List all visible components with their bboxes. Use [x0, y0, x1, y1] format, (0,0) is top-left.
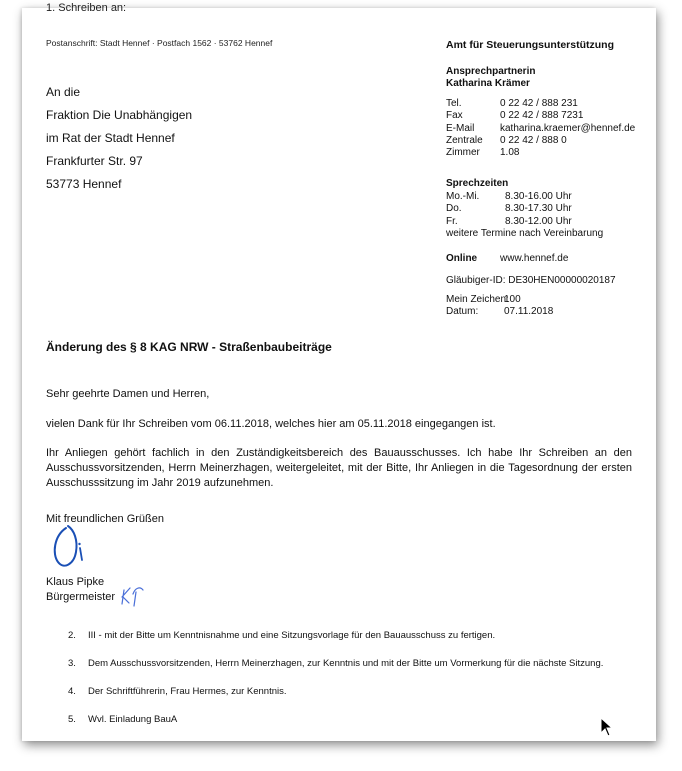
recipient-line: Fraktion Die Unabhängigen: [46, 108, 193, 122]
item-text: III - mit der Bitte um Kenntnisnahme und eine Sitzungsvorlage für den Bauausschuss zu fertigen.: [88, 630, 496, 641]
contact-value: 0 22 42 / 888 0: [500, 134, 567, 146]
contact-row: [446, 147, 635, 159]
reference-value: 100: [504, 294, 521, 305]
cut-off-header-text: 1. Schreiben an:: [46, 2, 127, 14]
item-number: 2.: [68, 630, 76, 641]
contact-details: [446, 98, 635, 159]
list-item: [68, 630, 495, 641]
handwritten-initials: [118, 582, 148, 608]
item-text: Wvl. Einladung BauA: [88, 714, 178, 725]
contact-person: [446, 66, 535, 90]
hours-note: weitere Termine nach Vereinbarung: [446, 227, 604, 239]
date-value: 07.11.2018: [504, 306, 554, 318]
contact-label: E-Mail: [446, 122, 475, 134]
contact-value: 0 22 42 / 888 7231: [500, 110, 584, 122]
hours-day: Do.: [446, 203, 462, 215]
recipient-line: 53773 Hennef: [46, 177, 122, 191]
contact-label: Zentrale: [446, 134, 483, 146]
salutation: Sehr geehrte Damen und Herren,: [46, 388, 210, 400]
list-item: [68, 714, 177, 725]
office-hours: [446, 191, 603, 240]
hours-day: Mo.-Mi.: [446, 191, 480, 202]
date-row: [446, 306, 553, 318]
recipient-line: Frankfurter Str. 97: [46, 154, 143, 168]
recipient-address: [46, 81, 192, 196]
hours-time: 8.30-17.30 Uhr: [505, 203, 572, 215]
paragraph-1: vielen Dank für Ihr Schreiben vom 06.11.2018, welches hier am 05.11.2018 eingegangen ist.: [46, 418, 496, 430]
item-number: 5.: [68, 714, 76, 725]
recipient-line: An die: [46, 85, 81, 99]
mouse-cursor-icon: [600, 717, 614, 737]
list-item: [68, 658, 603, 669]
contact-value: 1.08: [500, 147, 520, 159]
contact-name: Katharina Krämer: [446, 78, 530, 89]
sender-address-line: Postanschrift: Stadt Hennef · Postfach 1562 · 53762 Hennef: [46, 38, 273, 48]
closing: Mit freundlichen Grüßen: [46, 513, 164, 525]
contact-label: Zimmer: [446, 147, 480, 159]
email-value[interactable]: katharina.kraemer@hennef.de: [500, 122, 636, 134]
contact-label: Fax: [446, 110, 463, 122]
item-number: 4.: [68, 686, 76, 697]
signer-title: Bürgermeister: [46, 591, 116, 603]
contact-label: Tel.: [446, 98, 462, 109]
office-hours-title: Sprechzeiten: [446, 178, 509, 189]
recipient-line: im Rat der Stadt Hennef: [46, 131, 175, 145]
creditor-id: Gläubiger-ID: DE30HEN00000020187: [446, 275, 616, 286]
contact-row: [446, 98, 635, 110]
contact-row: [446, 135, 635, 147]
hours-row: [446, 216, 603, 228]
date-label: Datum:: [446, 306, 479, 318]
handwritten-signature: [44, 514, 124, 584]
item-text: Der Schriftführerin, Frau Hermes, zur Kenntnis.: [88, 686, 287, 697]
website-link[interactable]: www.hennef.de: [500, 253, 569, 264]
signer-block: [46, 575, 115, 605]
hours-row: [446, 191, 603, 203]
hours-time: 8.30-16.00 Uhr: [505, 191, 572, 202]
reference-label: Mein Zeichen:: [446, 294, 509, 305]
hours-day: Fr.: [446, 215, 458, 227]
department-name: Amt für Steuerungsunterstützung: [446, 39, 614, 51]
reference-row: [446, 294, 553, 306]
paragraph-2: Ihr Anliegen gehört fachlich in den Zuständigkeitsbereich des Bauausschusses. Ich habe Ihr Schreiben an den Ausschussvorsitzenden, Herrn Meinerzhagen, weitergeleitet, mit der Bitte, Ihr Anliegen in die Tagesordnung der ersten Ausschusssitzung im Jahr 2019 aufzunehmen.: [46, 447, 632, 489]
letter-page: [22, 2, 656, 741]
online-label: Online: [446, 253, 478, 264]
contact-title: Ansprechpartnerin: [446, 66, 536, 77]
item-number: 3.: [68, 658, 76, 669]
contact-value: 0 22 42 / 888 231: [500, 98, 578, 109]
reference-block: [446, 294, 553, 319]
list-item: [68, 686, 287, 697]
signer-name: Klaus Pipke: [46, 576, 105, 588]
contact-row: [446, 123, 635, 135]
contact-row: [446, 110, 635, 122]
online-row: [446, 253, 568, 265]
letter-subject: Änderung des § 8 KAG NRW - Straßenbaubeiträge: [46, 340, 332, 354]
item-text: Dem Ausschussvorsitzenden, Herrn Meinerzhagen, zur Kenntnis und mit der Bitte um Vormerkung für die nächste Sitzung.: [88, 658, 604, 669]
hours-row: [446, 203, 603, 215]
hours-time: 8.30-12.00 Uhr: [505, 215, 572, 227]
